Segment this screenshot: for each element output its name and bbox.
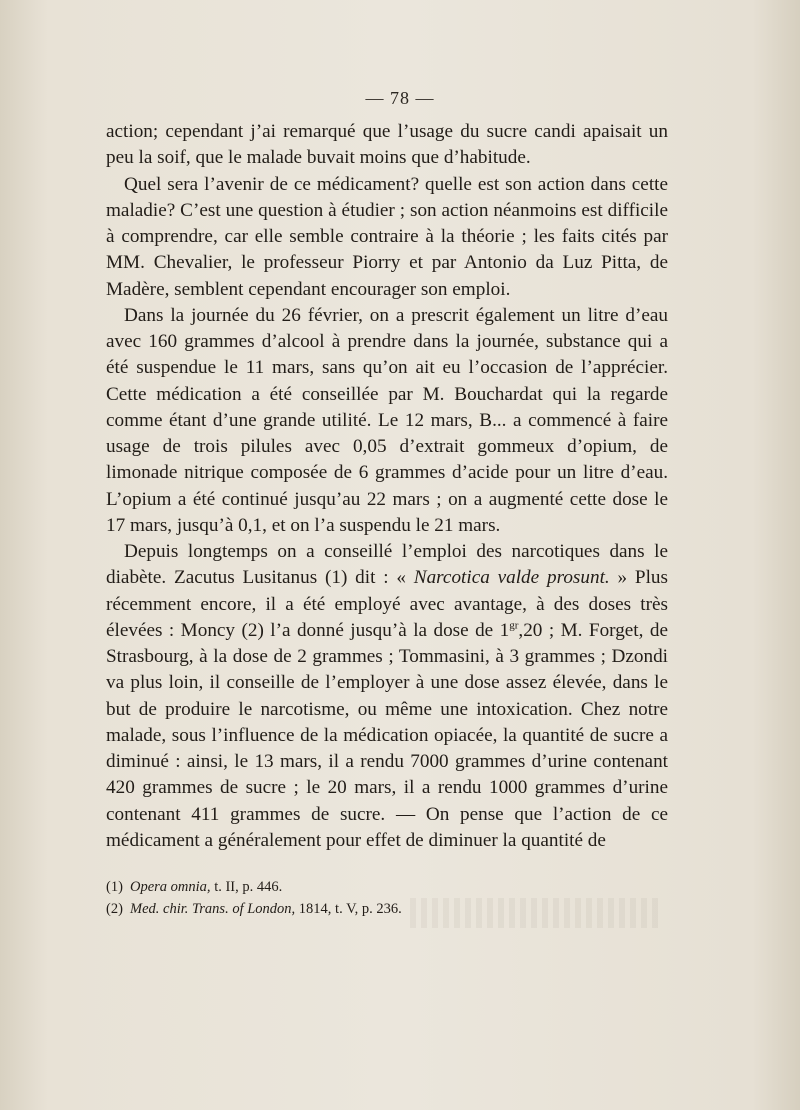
footnote [106,898,666,920]
footnote [106,876,666,898]
paragraph: Quel sera l’avenir de ce médicament? quelle est son action dans cette maladie? C’est une question à étudier ; son action néanmoins est difficile à comprendre, car elle semble contraire à la théorie ; les faits cités par MM. Chevalier, le professeur Piorry et par Antonio da Luz Pitta, de Madère, semblent cependant encourager son emploi. [106,173,668,300]
paragraph-text: ,20 ; M. Forget, de Strasbourg, à la dose de 2 grammes ; Tommasini, à 3 grammes ; Dzondi va plus loin, il conseille de l’employer à une dose assez élevée, dans le but de produire le narcotisme, ou même une intoxication. Chez notre malade, sous l’influence de la médication opiacée, la quantité de sucre a diminué : ainsi, le 13 mars, il a rendu 7000 grammes d’urine contenant 420 grammes de sucre ; le 20 mars, il a rendu 1000 grammes d’urine contenant 411 grammes de sucre. — On pense que l’action de ce médicament a généralement pour effet de diminuer la quantité de [106,619,668,851]
paragraph [106,539,668,854]
footnote-number: (1) [106,879,123,895]
footnote-number: (2) [106,901,123,917]
footnote-detail: 1814, t. V, p. 236. [295,901,402,917]
paragraph: action; cependant j’ai remarqué que l’usage du sucre candi apaisait un peu la soif, que le malade buvait moins que d’habitude. [106,121,668,169]
unit-superscript: gr [509,619,519,632]
footnote-source: Med. chir. Trans. of London, [130,901,296,917]
paragraph-text: Depuis longtemps on a conseillé l’emploi des narcotiques dans le diabète. Zacutus Lusitanus (1) dit : « [106,541,668,589]
footnotes [106,876,666,920]
paragraph: Dans la journée du 26 février, on a prescrit également un litre d’eau avec 160 grammes d’alcool à prendre dans la journée, substance qui a été suspendue le 11 mars, sans qu’on ait eu l’occasion de l’apprécier. Cette médication a été conseillée par M. Bouchardat qui la regarde comme étant d’une grande utilité. Le 12 mars, B... a commencé à faire usage de trois pilules avec 0,05 d’extrait gommeux d’opium, de limonade nitrique composée de 6 grammes d’acide pour un litre d’eau. L’opium a été continué jusqu’au 22 mars ; on a augmenté cette dose le 17 mars, jusqu’à 0,1, et on l’a suspendu le 21 mars. [106,304,668,536]
page-number: — 78 — [365,88,435,108]
latin-quote: Narcotica valde prosunt. [413,567,610,589]
footnote-source: Opera omnia, [130,879,211,895]
body-text [106,119,668,854]
footnote-detail: t. II, p. 446. [210,879,283,895]
paragraph-text: » Plus récemment encore, il a été employé avec avantage, à des doses très élevées : Moncy (2) l’a donné jusqu’à la dose de 1 [106,567,668,641]
